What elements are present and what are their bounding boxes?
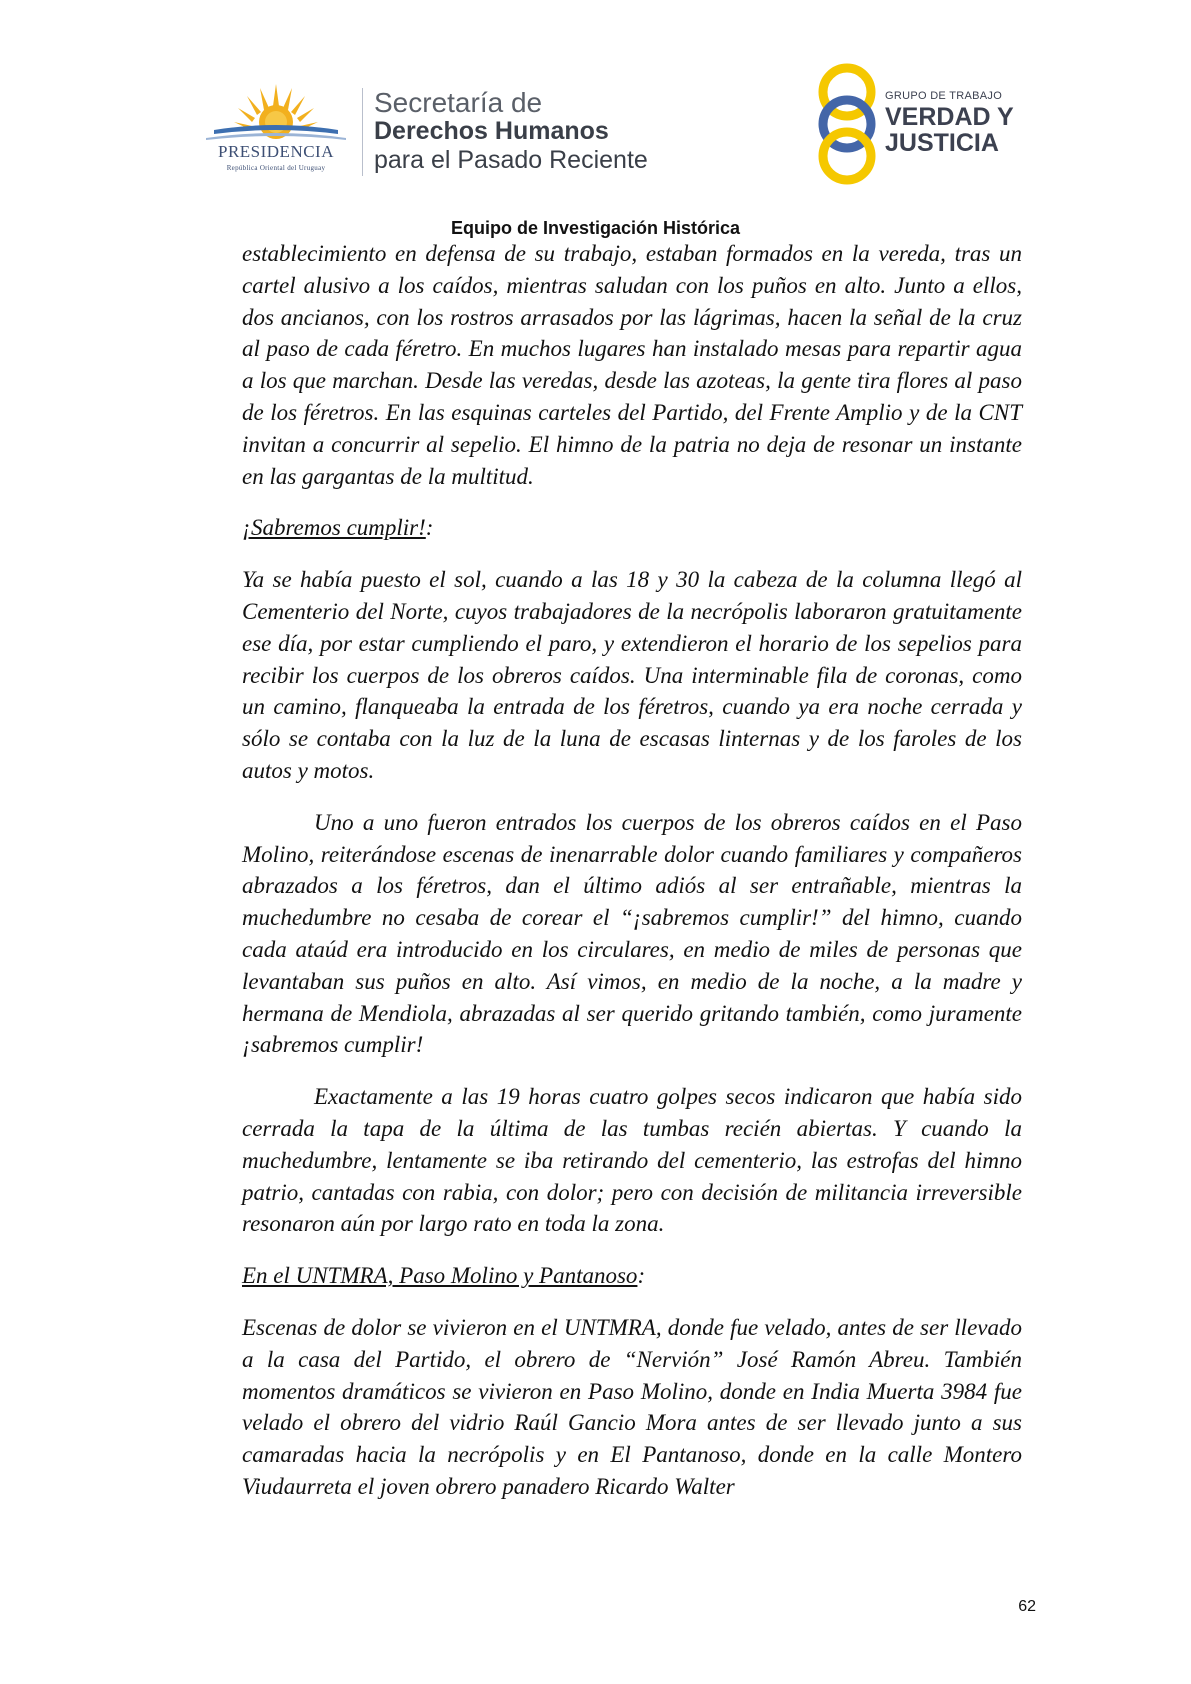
section-heading-text: En el UNTMRA, Paso Molino y Pantanoso: [242, 1263, 638, 1289]
section-heading-suffix: :: [425, 515, 434, 541]
section-heading-text: ¡Sabremos cumplir!: [242, 515, 426, 541]
presidencia-subtitle: República Oriental del Uruguay: [226, 164, 326, 172]
paragraph-3: Uno a uno fueron entrados los cuerpos de los obreros caídos en el Paso Molino, reiterándose escenas de inenarrable dolor cuando familiares y compañeros abrazados a los féretros, dan el último adiós al ser entrañable, mientras la muchedumbre no cesaba de corear el “¡sabremos cumplir!” del himno, cuando cada ataúd era introducido en los circulares, en medio de miles de personas que levantaban sus puños en alto. Así vimos, en medio de la noche, a la madre y hermana de Mendiola, abrazadas al ser querido gritando también, como juramente ¡sabremos cumplir!: [242, 809, 1022, 1058]
paragraph-4: Exactamente a las 19 horas cuatro golpes secos indicaron que había sido cerrada la tapa de la última de las tumbas recién abiertas. Y cuando la muchedumbre, lentamente se iba retirando del cementerio, las estrofas del himno patrio, cantadas con rabia, con dolor; pero con decisión de militancia irreversible resonaron aún por largo rato en toda la zona.: [242, 1084, 1022, 1237]
secretaria-line-1: Secretaría de: [374, 87, 543, 118]
document-body: [242, 238, 1022, 1523]
section-heading-untmra: [242, 1260, 1022, 1292]
paragraph-5: Escenas de dolor se vivieron en el UNTMRA, donde fue velado, antes de ser llevado a la casa del Partido, el obrero de “Nervión” José Ramón Abreu. También momentos dramáticos se vivieron en Paso Molino, donde en India Muerta 3984 fue velado el obrero del vidrio Raúl Gancio Mora antes de ser llevado junto a sus camaradas hacia la necrópolis y en El Pantanoso, donde en la calle Montero Viudaurreta el joven obrero panadero Ricardo Walter: [242, 1314, 1022, 1499]
grupo-small-label: GRUPO DE TRABAJO: [885, 90, 1003, 102]
page-header: [0, 0, 1191, 238]
section-heading-sabremos: [242, 512, 1022, 544]
paragraph-2: Ya se había puesto el sol, cuando a las 18 y 30 la cabeza de la columna llegó al Cementerio del Norte, cuyos trabajadores de la necrópolis laboraron gratuitamente ese día, por estar cumpliendo el paro, y extendieron el horario de los sepelios para recibir los cuerpos de los obreros caídos. Una interminable fila de coronas, como un camino, flanqueaba la entrada de los féretros, cuando ya era noche cerrada y sólo se contaba con la luz de la luna de escasas linternas y de los faroles de los autos y motos.: [242, 567, 1022, 783]
paragraph-1: establecimiento en defensa de su trabajo, estaban formados en la vereda, tras un cartel alusivo a los caídos, mientras saludan con los puños en alto. Junto a ellos, dos ancianos, con los rostros arrasados por las lágrimas, hacen la señal de la cruz al paso de cada féretro. En muchos lugares han instalado mesas para repartir agua a los que marchan. Desde las veredas, desde las azoteas, la gente tira flores al paso de los féretros. En las esquinas carteles del Partido, del Frente Amplio y de la CNT invitan a concurrir al sepelio. El himno de la patria no deja de resonar un instante en las gargantas de la multitud.: [242, 241, 1022, 489]
grupo-title-line-1: VERDAD Y: [885, 103, 1014, 131]
header-divider: [362, 88, 363, 176]
presidencia-name: PRESIDENCIA: [217, 142, 334, 161]
presidencia-logo: [196, 80, 356, 180]
secretaria-line-3: para el Pasado Reciente: [374, 146, 648, 174]
team-title: Equipo de Investigación Histórica: [450, 218, 741, 238]
sun-icon: [196, 80, 356, 142]
page-number: 62: [1018, 1598, 1036, 1615]
rings-icon: [812, 62, 882, 186]
section-heading-suffix: :: [637, 1263, 646, 1289]
grupo-title-line-2: JUSTICIA: [885, 129, 999, 157]
grupo-verdad-justicia-logo: [812, 62, 1032, 186]
secretaria-line-2: Derechos Humanos: [374, 117, 609, 145]
secretaria-title: [374, 88, 648, 175]
